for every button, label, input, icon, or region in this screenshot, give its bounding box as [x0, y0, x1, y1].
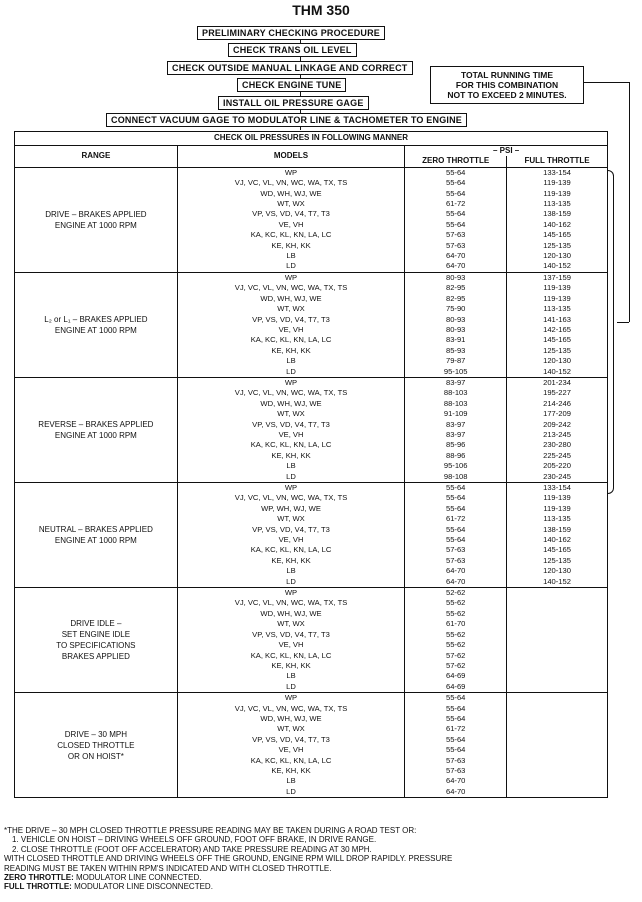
model-cell: VE, VH — [177, 325, 405, 335]
model-cell: KE, KH, KK — [177, 766, 405, 776]
full-throttle-cell: 177-209 — [507, 409, 608, 419]
model-cell: LB — [177, 566, 405, 576]
full-throttle-cell — [507, 609, 608, 619]
model-cell: WP — [177, 272, 405, 283]
model-cell: VP, VS, VD, V4, T7, T3 — [177, 525, 405, 535]
note-connector-bottom — [617, 322, 629, 323]
full-throttle-cell: 119-139 — [507, 178, 608, 188]
full-throttle-cell: 141-163 — [507, 315, 608, 325]
full-throttle-cell: 113-135 — [507, 304, 608, 314]
full-throttle-cell — [507, 682, 608, 693]
full-throttle-cell: 195-227 — [507, 388, 608, 398]
drive-bracket — [607, 170, 614, 494]
zero-throttle-cell: 64-69 — [405, 682, 507, 693]
model-cell: KA, KC, KL, KN, LA, LC — [177, 440, 405, 450]
range-cell — [15, 377, 178, 482]
zero-throttle-cell: 64-70 — [405, 251, 507, 261]
model-cell: KE, KH, KK — [177, 241, 405, 251]
full-throttle-cell: 230-245 — [507, 472, 608, 483]
full-throttle-cell — [507, 619, 608, 629]
full-throttle-cell — [507, 598, 608, 608]
model-cell: VP, VS, VD, V4, T7, T3 — [177, 420, 405, 430]
full-throttle-cell: 119-139 — [507, 294, 608, 304]
full-throttle-cell: 140-152 — [507, 577, 608, 588]
zero-throttle-cell: 88-103 — [405, 388, 507, 398]
range-label-line: CLOSED THROTTLE — [57, 740, 135, 750]
full-throttle-cell — [507, 745, 608, 755]
full-throttle-cell: 133-154 — [507, 167, 608, 178]
model-cell: VE, VH — [177, 535, 405, 545]
zero-throttle-cell: 82-95 — [405, 294, 507, 304]
full-throttle-cell: 119-139 — [507, 504, 608, 514]
full-throttle-cell — [507, 766, 608, 776]
zero-throttle-cell: 57-63 — [405, 230, 507, 240]
model-cell: VP, VS, VD, V4, T7, T3 — [177, 315, 405, 325]
model-cell: LD — [177, 261, 405, 272]
range-label-line: DRIVE – 30 MPH — [64, 729, 127, 739]
zero-throttle-cell: 61-72 — [405, 199, 507, 209]
zero-throttle-cell: 55-64 — [405, 209, 507, 219]
range-label-line: DRIVE – BRAKES APPLIED — [45, 209, 147, 219]
model-cell: VE, VH — [177, 745, 405, 755]
full-throttle-cell: 214-246 — [507, 399, 608, 409]
full-throttle-cell — [507, 787, 608, 798]
table-row — [15, 377, 608, 388]
zero-throttle-cell: 85-96 — [405, 440, 507, 450]
full-throttle-cell: 113-135 — [507, 514, 608, 524]
model-cell: KE, KH, KK — [177, 346, 405, 356]
full-throttle-header: FULL THROTTLE — [507, 156, 608, 167]
full-throttle-cell: 230-280 — [507, 440, 608, 450]
full-throttle-cell — [507, 630, 608, 640]
range-label-line: SET ENGINE IDLE — [61, 630, 131, 640]
zero-throttle-cell: 57-63 — [405, 756, 507, 766]
full-throttle-cell: 138-159 — [507, 209, 608, 219]
zero-throttle-cell: 55-64 — [405, 493, 507, 503]
zero-throttle-cell: 55-62 — [405, 609, 507, 619]
zero-throttle-cell: 55-64 — [405, 735, 507, 745]
zero-throttle-cell: 95-105 — [405, 367, 507, 378]
model-cell: LD — [177, 787, 405, 798]
range-cell — [15, 693, 178, 798]
full-throttle-cell — [507, 651, 608, 661]
zero-throttle-cell: 57-62 — [405, 651, 507, 661]
model-cell: WT, WX — [177, 409, 405, 419]
step-manual-linkage: CHECK OUTSIDE MANUAL LINKAGE AND CORRECT — [167, 61, 413, 75]
full-throttle-cell: 205-220 — [507, 461, 608, 471]
range-label-line: ENGINE AT 1000 RPM — [54, 220, 137, 230]
model-cell: WT, WX — [177, 514, 405, 524]
zero-throttle-cell: 55-64 — [405, 704, 507, 714]
zero-throttle-cell: 61-72 — [405, 724, 507, 734]
range-label-line: REVERSE – BRAKES APPLIED — [38, 419, 154, 429]
zero-throttle-cell: 80-93 — [405, 272, 507, 283]
full-throttle-cell: 140-162 — [507, 535, 608, 545]
range-label-line: ENGINE AT 1000 RPM — [54, 536, 137, 546]
zero-throttle-cell: 57-63 — [405, 766, 507, 776]
full-throttle-cell: 140-162 — [507, 220, 608, 230]
model-cell: WT, WX — [177, 304, 405, 314]
note-line: NOT TO EXCEED 2 MINUTES. — [447, 90, 567, 100]
model-cell: LB — [177, 461, 405, 471]
zero-throttle-cell: 88-103 — [405, 399, 507, 409]
note-connector-top — [578, 82, 629, 83]
full-throttle-cell: 120-130 — [507, 251, 608, 261]
model-cell: KA, KC, KL, KN, LA, LC — [177, 545, 405, 555]
zero-throttle-cell: 55-64 — [405, 693, 507, 704]
step-pressure-gage: INSTALL OIL PRESSURE GAGE — [218, 96, 369, 110]
full-throttle-cell: 119-139 — [507, 189, 608, 199]
full-throttle-cell: 225-245 — [507, 451, 608, 461]
full-throttle-cell: 140-152 — [507, 261, 608, 272]
zero-throttle-cell: 55-62 — [405, 640, 507, 650]
model-cell: WP — [177, 588, 405, 599]
range-label-line: TO SPECIFICATIONS — [56, 641, 136, 651]
zero-throttle-cell: 55-62 — [405, 598, 507, 608]
zero-throttle-cell: 55-64 — [405, 525, 507, 535]
full-throttle-cell: 201-234 — [507, 377, 608, 388]
range-label-line: L₂ or L₁ – BRAKES APPLIED — [44, 314, 148, 324]
model-cell: KA, KC, KL, KN, LA, LC — [177, 756, 405, 766]
full-throttle-cell: 209-242 — [507, 420, 608, 430]
model-cell: VP, VS, VD, V4, T7, T3 — [177, 735, 405, 745]
full-throttle-definition — [4, 882, 634, 891]
zero-throttle-cell: 55-64 — [405, 178, 507, 188]
zero-throttle-cell: 64-70 — [405, 566, 507, 576]
model-cell: VJ, VC, VL, VN, WC, WA, TX, TS — [177, 704, 405, 714]
zero-throttle-text: MODULATOR LINE CONNECTED. — [76, 873, 202, 883]
zero-throttle-cell: 64-69 — [405, 671, 507, 681]
full-throttle-cell — [507, 735, 608, 745]
zero-throttle-cell: 55-64 — [405, 745, 507, 755]
zero-throttle-cell: 55-64 — [405, 483, 507, 494]
model-cell: WP — [177, 483, 405, 494]
page-title: THM 350 — [292, 2, 350, 18]
table-caption: CHECK OIL PRESSURES IN FOLLOWING MANNER — [15, 132, 608, 146]
full-throttle-cell — [507, 671, 608, 681]
footnote-line: WITH CLOSED THROTTLE AND DRIVING WHEELS OFF THE GROUND, ENGINE RPM WILL DROP RAPIDLY. PRESSURE — [4, 854, 453, 864]
zero-throttle-cell: 52-62 — [405, 588, 507, 599]
model-cell: WP — [177, 693, 405, 704]
model-cell: KA, KC, KL, KN, LA, LC — [177, 651, 405, 661]
zero-throttle-definition — [4, 873, 634, 882]
step-preliminary: PRELIMINARY CHECKING PROCEDURE — [197, 26, 385, 40]
zero-throttle-cell: 64-70 — [405, 577, 507, 588]
model-cell: KE, KH, KK — [177, 556, 405, 566]
full-throttle-cell — [507, 704, 608, 714]
zero-throttle-cell: 98-108 — [405, 472, 507, 483]
running-time-note — [430, 66, 584, 104]
zero-throttle-cell: 57-63 — [405, 241, 507, 251]
footnote-line: 1. VEHICLE ON HOIST – DRIVING WHEELS OFF GROUND, FOOT OFF BRAKE, IN DRIVE RANGE. — [12, 835, 377, 845]
zero-throttle-cell: 55-64 — [405, 535, 507, 545]
model-cell: KE, KH, KK — [177, 451, 405, 461]
full-throttle-cell: 125-135 — [507, 241, 608, 251]
footnote-line: *THE DRIVE – 30 MPH CLOSED THROTTLE PRESSURE READING MAY BE TAKEN DURING A ROAD TEST OR: — [4, 826, 417, 835]
zero-throttle-cell: 55-64 — [405, 189, 507, 199]
step-oil-level: CHECK TRANS OIL LEVEL — [228, 43, 357, 57]
model-cell: LB — [177, 671, 405, 681]
full-throttle-cell: 145-165 — [507, 230, 608, 240]
full-throttle-cell: 137-159 — [507, 272, 608, 283]
full-throttle-text: MODULATOR LINE DISCONNECTED. — [74, 882, 213, 892]
full-throttle-label: FULL THROTTLE: — [4, 882, 72, 892]
step-vacuum-gage: CONNECT VACUUM GAGE TO MODULATOR LINE & TACHOMETER TO ENGINE — [106, 113, 467, 127]
range-label-line: BRAKES APPLIED — [61, 652, 130, 662]
zero-throttle-cell: 83-97 — [405, 377, 507, 388]
model-cell: LB — [177, 776, 405, 786]
model-cell: VP, VS, VD, V4, T7, T3 — [177, 630, 405, 640]
model-cell: WT, WX — [177, 619, 405, 629]
full-throttle-cell: 133-154 — [507, 483, 608, 494]
model-cell: LD — [177, 367, 405, 378]
zero-throttle-header: ZERO THROTTLE — [405, 156, 507, 167]
full-throttle-cell: 145-165 — [507, 335, 608, 345]
zero-throttle-label: ZERO THROTTLE: — [4, 873, 74, 883]
model-cell: KA, KC, KL, KN, LA, LC — [177, 335, 405, 345]
range-header: RANGE — [15, 146, 178, 168]
zero-throttle-cell: 95-106 — [405, 461, 507, 471]
model-cell: LB — [177, 251, 405, 261]
zero-throttle-cell: 83-97 — [405, 430, 507, 440]
full-throttle-cell: 140-152 — [507, 367, 608, 378]
model-cell: VJ, VC, VL, VN, WC, WA, TX, TS — [177, 493, 405, 503]
zero-throttle-cell: 80-93 — [405, 325, 507, 335]
model-cell: WT, WX — [177, 724, 405, 734]
table-row — [15, 693, 608, 704]
range-label-line: NEUTRAL – BRAKES APPLIED — [38, 525, 153, 535]
zero-throttle-cell: 79-87 — [405, 356, 507, 366]
full-throttle-cell — [507, 756, 608, 766]
note-connector — [629, 82, 630, 322]
model-cell: WP — [177, 377, 405, 388]
table-row — [15, 167, 608, 178]
zero-throttle-cell: 83-97 — [405, 420, 507, 430]
model-cell: KE, KH, KK — [177, 661, 405, 671]
full-throttle-cell: 120-130 — [507, 356, 608, 366]
full-throttle-cell — [507, 714, 608, 724]
oil-pressure-table — [14, 131, 608, 798]
full-throttle-cell: 113-135 — [507, 199, 608, 209]
footnote-line: 2. CLOSE THROTTLE (FOOT OFF ACCELERATOR) AND TAKE PRESSURE READING AT 30 MPH. — [12, 844, 372, 854]
range-cell — [15, 167, 178, 272]
full-throttle-cell: 142-165 — [507, 325, 608, 335]
range-cell — [15, 483, 178, 588]
full-throttle-cell: 138-159 — [507, 525, 608, 535]
zero-throttle-cell: 55-62 — [405, 630, 507, 640]
model-cell: LD — [177, 682, 405, 693]
model-cell: LB — [177, 356, 405, 366]
range-label-line: OR ON HOIST* — [67, 751, 124, 761]
full-throttle-cell: 213-245 — [507, 430, 608, 440]
zero-throttle-cell: 55-64 — [405, 167, 507, 178]
range-label-line: DRIVE IDLE – — [70, 619, 122, 629]
step-engine-tune: CHECK ENGINE TUNE — [237, 78, 346, 92]
table-row — [15, 272, 608, 283]
full-throttle-cell: 119-139 — [507, 493, 608, 503]
zero-throttle-cell: 85-93 — [405, 346, 507, 356]
full-throttle-cell: 119-139 — [507, 283, 608, 293]
footnote-line: READING MUST BE TAKEN WITHIN RPM'S INDICATED AND WITH CLOSED THROTTLE. — [4, 863, 332, 873]
zero-throttle-cell: 83-91 — [405, 335, 507, 345]
range-label-line: ENGINE AT 1000 RPM — [54, 325, 137, 335]
zero-throttle-cell: 80-93 — [405, 315, 507, 325]
zero-throttle-cell: 64-70 — [405, 787, 507, 798]
table-body — [15, 167, 608, 797]
zero-throttle-cell: 61-70 — [405, 619, 507, 629]
zero-throttle-cell: 57-63 — [405, 556, 507, 566]
model-cell: LD — [177, 577, 405, 588]
model-cell: WD, WH, WJ, WE — [177, 294, 405, 304]
full-throttle-cell: 125-135 — [507, 556, 608, 566]
zero-throttle-cell: 57-63 — [405, 545, 507, 555]
full-throttle-cell — [507, 724, 608, 734]
zero-throttle-cell: 64-70 — [405, 776, 507, 786]
model-cell: VP, VS, VD, V4, T7, T3 — [177, 209, 405, 219]
full-throttle-cell — [507, 588, 608, 599]
zero-throttle-cell: 55-64 — [405, 504, 507, 514]
model-cell: VJ, VC, VL, VN, WC, WA, TX, TS — [177, 598, 405, 608]
zero-throttle-cell: 55-64 — [405, 714, 507, 724]
model-cell: WD, WH, WJ, WE — [177, 714, 405, 724]
model-cell: WP, WH, WJ, WE — [177, 504, 405, 514]
model-cell: WD, WH, WJ, WE — [177, 189, 405, 199]
range-cell — [15, 588, 178, 693]
table-row — [15, 483, 608, 494]
full-throttle-cell: 120-130 — [507, 566, 608, 576]
model-cell: VJ, VC, VL, VN, WC, WA, TX, TS — [177, 178, 405, 188]
model-cell: WT, WX — [177, 199, 405, 209]
zero-throttle-cell: 75-90 — [405, 304, 507, 314]
full-throttle-cell — [507, 776, 608, 786]
model-cell: LD — [177, 472, 405, 483]
psi-header: – PSI – — [405, 146, 608, 157]
model-cell: WD, WH, WJ, WE — [177, 609, 405, 619]
models-header: MODELS — [177, 146, 405, 168]
model-cell: VJ, VC, VL, VN, WC, WA, TX, TS — [177, 388, 405, 398]
zero-throttle-cell: 57-62 — [405, 661, 507, 671]
table-row — [15, 588, 608, 599]
full-throttle-cell: 125-135 — [507, 346, 608, 356]
zero-throttle-cell: 82-95 — [405, 283, 507, 293]
full-throttle-cell — [507, 661, 608, 671]
model-cell: VE, VH — [177, 640, 405, 650]
zero-throttle-cell: 55-64 — [405, 220, 507, 230]
range-cell — [15, 272, 178, 377]
note-line: FOR THIS COMBINATION — [455, 80, 559, 90]
zero-throttle-cell: 88-96 — [405, 451, 507, 461]
range-label-line: ENGINE AT 1000 RPM — [54, 430, 137, 440]
zero-throttle-cell: 64-70 — [405, 261, 507, 272]
full-throttle-cell: 145-165 — [507, 545, 608, 555]
model-cell: VJ, VC, VL, VN, WC, WA, TX, TS — [177, 283, 405, 293]
zero-throttle-cell: 91-109 — [405, 409, 507, 419]
zero-throttle-cell: 61-72 — [405, 514, 507, 524]
note-line: TOTAL RUNNING TIME — [460, 70, 554, 80]
footnotes — [4, 826, 634, 892]
full-throttle-cell — [507, 693, 608, 704]
model-cell: VE, VH — [177, 430, 405, 440]
model-cell: WD, WH, WJ, WE — [177, 399, 405, 409]
model-cell: VE, VH — [177, 220, 405, 230]
model-cell: WP — [177, 167, 405, 178]
model-cell: KA, KC, KL, KN, LA, LC — [177, 230, 405, 240]
full-throttle-cell — [507, 640, 608, 650]
